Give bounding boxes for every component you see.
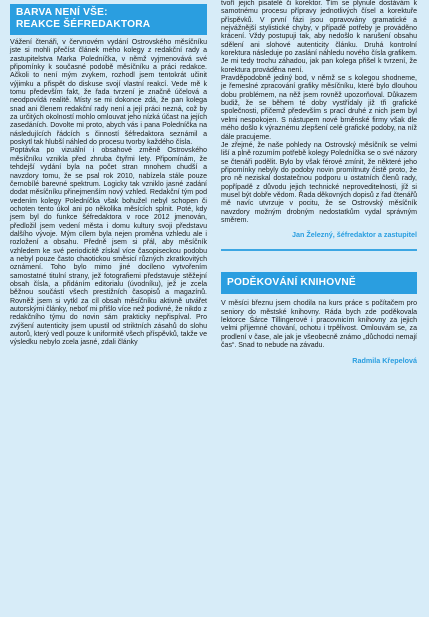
editorial-paragraph: Poptávka po vizuální i obsahové změně Ostrovského měsíčníku vznikla před zhruba čtyřmi lety. Připomínám, že tehdejší vydání byla na počet stran mnohem chudší a navzdory tomu, že se psal rok 2010, nabízela stále pouze černobílé barevné spektrum. Logicky tak vzniklo jasné zadání dodat měsíčníku přinejmenším nový vzhled. Redakční tým pod vedením kolegy Poledníčka však bohužel nebyl schopen či ochoten tento úkol ani po několika měsících splnit. Poté, kdy jsem byl do funkce šéfredaktora v roce 2012 jmenován, předložil jsem vedení města i domu kultury svoji představu dalšího vývoje. Mým cílem byla nejen proměna vzhledu ale i rozložení a obsahu. Předně jsem si přál, aby měsíčník vzhledem ke své periodicitě získal více časopiseckou podobu a nebyl pouze často chaotickou směsicí různých zkratkovitých oznámení. Toho bylo mimo jiné docíleno vytvořením samostatné titulní strany, jež fotografiemi představuje stěžejní obsah čísla, a přidáním editorialu (úvodníku), jež je zcela běžnou součástí všech prestižních časopisů a magazínů. Rovněž jsem si vytkl za cíl obsah měsíčníku aktivně utvářet autorskými články, neboť mi přišlo více než podivné, že nikdo z redakčního týmu do novin sám prakticky nepřispíval. Pro zvýšení autenticity jsem upustil od striktních zásahů do slohu autorů, který vedl pouze k uniformitě všech příspěvků, takže ve výsledku nebylo zcela jasné, zdali články [10, 147, 207, 347]
editorial-paragraph: Je zřejmé, že naše pohledy na Ostrovský měsíčník se velmi liší a plně rozumím potřebě kolegy Poledníčka se o své názory se čtenáři podělit. Bylo by však férové zmínit, že některé jeho připomínky nebyly do podoby novin promítnuty čistě proto, že pro ně neziskal dostatečnou podporu u ostatních členů rady, popřípadě z důvodu jejich technické neproveditelnosti, jíž si musel být dobře vědom. Řada děkovných dopisů z řad čtenářů mě navíc utvrzuje v pocitu, že se Ostrovský měsíčník navzdory možným drobným nedostatkům vydal správným směrem. [221, 141, 417, 224]
editorial-paragraph: tvoří jejich pisatelé či korektor. Tím se plynule dostávám k samotnému procesu přípravy jednotlivých čísel a korektuře příspěvků. V první fázi jsou opravovány gramatické a nejvážnější stylistické chyby, v případě potřeby je prováděno krácení. Vždy postupuji tak, aby nedošlo k narušení obsahu sdělení ani slohové autenticity článku. Druhá kontrolní korektura následuje po zaslání náhledu nového čísla grafikem. Je mi tedy trochu záhadou, jak pan kolega přišel k tvrzení, že korektura prováděna není. [221, 0, 417, 74]
thanks-signature: Radmila Křepelová [352, 356, 417, 366]
thanks-heading: PODĚKOVÁNÍ KNIHOVNĚ [221, 272, 417, 294]
editorial-heading-line-1: BARVA NENÍ VŠE: [16, 7, 108, 18]
section-divider [221, 249, 417, 251]
thanks-paragraph: V měsíci březnu jsem chodila na kurs práce s počítačem pro seniory do městské knihovny. Ráda bych zde poděkovala lektorce Šárce Tillingerové i pracovnicím knihovny za jejich velmi příjemné chování, ochotu i trpělivost. Omlouvám se, za prodlení v čase, ale jak je všeobecně známo „důchodci nemají čas“. Snad to nebude na závadu. [221, 300, 417, 349]
right-column [221, 0, 417, 365]
editorial-heading-line-2: REAKCE ŠÉFREDAKTORA [16, 19, 151, 30]
editorial-signature: Jan Železný, šéfredaktor a zastupitel [291, 230, 417, 240]
left-column [10, 0, 207, 348]
editorial-paragraph: Pravděpodobně jediný bod, v němž se s kolegou shodneme, je řemeslné zpracování grafiky měsíčníku, které bylo dlouhou dobu problémem, na něž jsem rovněž upozorňoval. Důkazem budiž, že se během té doby vystřídaly již tři grafické společnosti, přičemž především s prací druhé z nich jsem byl velmi nespokojen. S nástupem nové brněnské firmy však dle mého došlo k výraznému zlepšení celé grafické podoby, na níž dále pracujeme. [221, 75, 417, 141]
editorial-paragraph: Vážení čtenáři, v červnovém vydání Ostrovského měsíčníku jste si mohli přečíst článek mého kolegy z redakční rady a zastupitelstva Marka Poledníčka, v němž vyjmenovává své připomínky k současné podobě měsíčníku a práci redakce. Ačkoli to není mým zvykem, rozhodl jsem tentokrát učinit výjimku a přispět do diskuse svojí vlastní reakcí. Vede mě k tomu především fakt, že řada tvrzení je značně účelová a neodpovídá realitě. Místy se mi dokonce zdá, že pan kolega snad ani členem redakční rady není a její práci nezná, což by za určitých okolností mohlo omlouvat jeho nízká účast na jejích zasedáních. Dovolte mi proto, abych vás i pana Poledníčka na následujících řádcích s činností šéfredaktora seznámil a poskytl tak hlubší náhled do procesu tvorby každého čísla. [10, 39, 207, 147]
editorial-heading [10, 4, 207, 35]
